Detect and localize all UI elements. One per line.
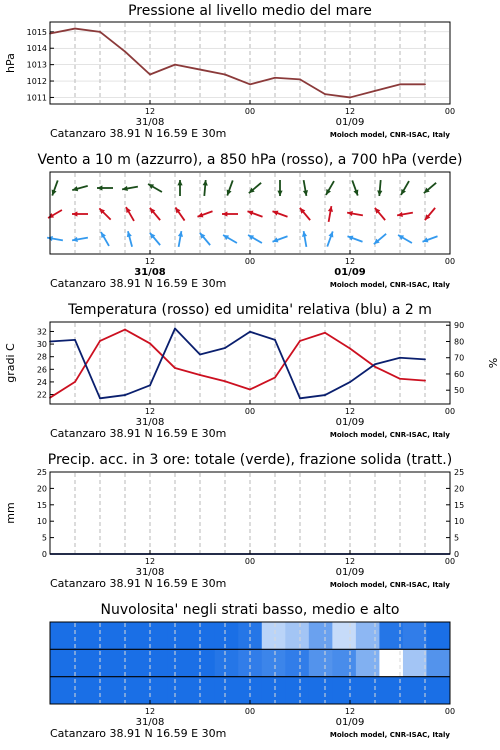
pressure-x-tick-label: 00 — [244, 107, 256, 116]
cloud-cell-basso — [97, 677, 121, 704]
wind-arrow — [377, 180, 382, 196]
cloud-cell-medio — [215, 649, 239, 676]
humidity-point — [424, 358, 426, 360]
wind-arrow — [122, 186, 138, 191]
clouds-x-tick-label: 00 — [244, 707, 256, 716]
cloud-cell-medio — [426, 649, 450, 676]
cloud-cell-basso — [121, 677, 145, 704]
wind-date-label: 31/08 — [134, 267, 166, 278]
wind-arrow — [277, 180, 282, 196]
pressure-point — [349, 97, 351, 99]
precip-credit-label: Moloch model, CNR-ISAC, Italy — [329, 581, 450, 589]
wind-arrow — [327, 231, 333, 246]
wind-arrow — [397, 212, 413, 217]
precip-y2-tick-label: 0 — [454, 550, 460, 559]
temperature-point — [99, 340, 101, 342]
cloud-cell-medio — [121, 649, 145, 676]
wind-arrow — [326, 181, 334, 195]
wind-arrow — [302, 231, 307, 247]
humidity-ylabel: % — [486, 357, 499, 369]
pressure-point — [99, 31, 101, 33]
precip-y2-tick-label: 15 — [454, 500, 465, 510]
humidity-point — [349, 381, 351, 383]
wind-arrow — [249, 183, 261, 193]
humidity-point — [274, 339, 276, 341]
wind-arrow-head — [353, 190, 358, 196]
precip-x-tick-label: 12 — [144, 557, 156, 566]
cloud-cell-alto — [50, 622, 74, 649]
pressure-y-tick-label: 1012 — [26, 77, 47, 87]
cloud-cell-basso — [262, 677, 286, 704]
temperature-point — [349, 348, 351, 350]
precip-location-label: Catanzaro 38.91 N 16.59 E 30m — [50, 577, 227, 590]
cloud-cell-medio — [50, 649, 74, 676]
temp-y-tick-label: 26 — [36, 365, 47, 375]
temperature-point — [299, 340, 301, 342]
cloud-cell-basso — [168, 677, 192, 704]
wind-x-tick-label: 00 — [244, 257, 256, 266]
cloud-cell-alto — [426, 622, 450, 649]
temp-credit-label: Moloch model, CNR-ISAC, Italy — [329, 431, 450, 439]
wind-arrow — [352, 180, 358, 195]
precip-x-tick-label: 12 — [344, 557, 356, 566]
cloud-cell-alto — [356, 622, 380, 649]
temperature-point — [399, 378, 401, 380]
wind-arrow-head — [328, 231, 333, 237]
pressure-series-line — [50, 29, 425, 98]
cloud-cell-alto — [97, 622, 121, 649]
pressure-point — [124, 51, 126, 53]
temperature-point — [224, 380, 226, 382]
humidity-point — [74, 339, 76, 341]
wind-arrow-head — [227, 190, 232, 196]
precip-title: Precip. acc. in 3 ore: totale (verde), frazione solida (tratt.) — [47, 452, 453, 468]
wind-credit-label: Moloch model, CNR-ISAC, Italy — [329, 281, 450, 289]
temp-y2-tick-label: 80 — [454, 337, 465, 347]
precip-ylabel: mm — [4, 502, 17, 524]
pressure-title: Pressione al livello medio del mare — [128, 3, 372, 19]
pressure-point — [249, 83, 251, 85]
cloud-cell-alto — [215, 622, 239, 649]
cloud-cell-basso — [74, 677, 98, 704]
wind-arrow — [72, 211, 88, 216]
cloud-cell-basso — [426, 677, 450, 704]
cloud-cell-basso — [309, 677, 333, 704]
wind-arrow — [203, 180, 208, 196]
pressure-ylabel: hPa — [4, 53, 17, 73]
wind-arrow — [303, 180, 308, 196]
humidity-point — [149, 384, 151, 386]
temp-y2-tick-label: 70 — [454, 353, 465, 363]
cloud-cell-basso — [191, 677, 215, 704]
temp-location-label: Catanzaro 38.91 N 16.59 E 30m — [50, 427, 227, 440]
cloud-cell-medio — [356, 649, 380, 676]
cloud-cell-alto — [309, 622, 333, 649]
wind-arrow — [178, 231, 183, 247]
pressure-y-tick-label: 1015 — [26, 27, 47, 37]
cloud-cell-medio — [309, 649, 333, 676]
temp-y-tick-label: 22 — [36, 390, 47, 400]
precip-y2-tick-label: 5 — [454, 533, 460, 543]
cloud-cell-alto — [262, 622, 286, 649]
wind-arrow — [72, 186, 87, 191]
precip-date-label: 01/09 — [335, 567, 365, 578]
cloud-cell-alto — [144, 622, 168, 649]
wind-date-label: 01/09 — [334, 267, 366, 278]
cloud-cell-medio — [168, 649, 192, 676]
temp-y-tick-label: 32 — [36, 327, 47, 337]
humidity-point — [374, 363, 376, 365]
wind-arrow-head — [377, 190, 382, 196]
pressure-date-label: 31/08 — [135, 117, 165, 128]
wind-location-label: Catanzaro 38.91 N 16.59 E 30m — [50, 277, 227, 290]
precip-y-tick-label: 20 — [36, 484, 47, 494]
cloud-cell-medio — [97, 649, 121, 676]
pressure-y-tick-label: 1014 — [26, 44, 47, 54]
wind-arrow — [177, 180, 182, 196]
clouds-credit-label: Moloch model, CNR-ISAC, Italy — [329, 731, 450, 739]
precip-y-tick-label: 5 — [41, 533, 47, 543]
pressure-point — [374, 90, 376, 92]
wind-arrow — [97, 185, 113, 190]
pressure-credit-label: Moloch model, CNR-ISAC, Italy — [329, 131, 450, 139]
humidity-point — [199, 354, 201, 356]
pressure-point — [149, 74, 151, 76]
cloud-cell-medio — [262, 649, 286, 676]
cloud-cell-medio — [191, 649, 215, 676]
humidity-point — [224, 347, 226, 349]
temperature-point — [249, 389, 251, 391]
wind-arrow — [425, 208, 435, 220]
wind-arrow — [126, 207, 134, 221]
humidity-point — [174, 328, 176, 330]
pressure-point — [174, 64, 176, 66]
cloud-cell-alto — [168, 622, 192, 649]
wind-arrow-head — [52, 190, 57, 196]
wind-arrow — [227, 180, 233, 195]
pressure-point — [424, 83, 426, 85]
wind-arrow-head — [177, 180, 182, 185]
wind-arrow — [72, 237, 88, 242]
precip-y-tick-label: 10 — [36, 517, 47, 527]
humidity-point — [99, 397, 101, 399]
cloud-cell-basso — [332, 677, 356, 704]
temperature-point — [424, 380, 426, 382]
precip-x-tick-label: 00 — [244, 557, 256, 566]
temp-y-tick-label: 28 — [36, 352, 47, 362]
wind-arrow — [150, 208, 160, 220]
humidity-point — [249, 331, 251, 333]
wind-x-tick-label: 00 — [444, 257, 456, 266]
wind-arrow — [127, 231, 132, 246]
wind-arrow — [424, 183, 436, 193]
humidity-point — [299, 397, 301, 399]
pressure-x-tick-label: 00 — [444, 107, 456, 116]
wind-arrow — [401, 181, 409, 195]
temp-y2-tick-label: 50 — [454, 386, 465, 396]
clouds-location-label: Catanzaro 38.91 N 16.59 E 30m — [50, 727, 227, 740]
wind-arrow — [99, 208, 110, 219]
wind-arrow — [328, 206, 333, 222]
wind-x-tick-label: 12 — [344, 257, 356, 266]
cloud-cell-alto — [332, 622, 356, 649]
temp-date-label: 01/09 — [335, 417, 365, 428]
precip-y-tick-label: 25 — [36, 468, 47, 477]
temp-x-tick-label: 00 — [444, 407, 456, 416]
temp-y-tick-label: 24 — [36, 377, 47, 387]
pressure-point — [74, 28, 76, 30]
wind-arrow — [150, 233, 160, 245]
humidity-point — [399, 357, 401, 359]
temp-date-label: 31/08 — [135, 417, 165, 428]
temperature-point — [74, 381, 76, 383]
precip-y2-tick-label: 10 — [454, 517, 465, 527]
temperature-point — [199, 374, 201, 376]
precip-y-tick-label: 15 — [36, 500, 47, 510]
cloud-cell-basso — [285, 677, 309, 704]
wind-arrow — [374, 234, 386, 244]
precip-y-tick-label: 0 — [41, 550, 47, 559]
wind-arrow — [47, 236, 63, 241]
wind-arrow — [375, 208, 385, 220]
humidity-point — [324, 394, 326, 396]
pressure-point — [324, 93, 326, 95]
temp-x-tick-label: 12 — [144, 407, 156, 416]
precip-x-tick-label: 00 — [444, 557, 456, 566]
cloud-cell-medio — [332, 649, 356, 676]
pressure-point — [299, 79, 301, 81]
wind-arrow — [197, 211, 212, 217]
cloud-cell-medio — [144, 649, 168, 676]
temp-y2-tick-label: 90 — [454, 321, 465, 331]
temperature-point — [174, 367, 176, 369]
temp-title: Temperatura (rosso) ed umidita' relativa (blu) a 2 m — [68, 302, 432, 318]
temp-x-tick-label: 00 — [244, 407, 256, 416]
wind-arrow-head — [197, 212, 203, 217]
cloud-cell-basso — [215, 677, 239, 704]
wind-arrow — [101, 232, 109, 246]
temp-ylabel: gradi C — [4, 343, 17, 383]
cloud-cell-alto — [74, 622, 98, 649]
cloud-cell-alto — [285, 622, 309, 649]
wind-arrow-head — [247, 211, 253, 216]
pressure-point — [199, 69, 201, 71]
clouds-x-tick-label: 00 — [444, 707, 456, 716]
clouds-title: Nuvolosita' negli strati basso, medio e alto — [100, 602, 400, 618]
pressure-point — [224, 74, 226, 76]
cloud-cell-alto — [403, 622, 427, 649]
cloud-cell-alto — [191, 622, 215, 649]
pressure-point — [399, 83, 401, 85]
cloud-cell-medio — [285, 649, 309, 676]
pressure-date-label: 01/09 — [335, 117, 365, 128]
pressure-location-label: Catanzaro 38.91 N 16.59 E 30m — [50, 127, 227, 140]
pressure-y-tick-label: 1013 — [26, 60, 47, 70]
wind-arrow — [300, 208, 310, 220]
cloud-cell-basso — [356, 677, 380, 704]
cloud-cell-basso — [403, 677, 427, 704]
wind-arrow — [347, 211, 363, 216]
wind-title: Vento a 10 m (azzurro), a 850 hPa (rosso), a 700 hPa (verde) — [37, 152, 463, 168]
temp-y2-tick-label: 60 — [454, 369, 465, 379]
cloud-cell-medio — [403, 649, 427, 676]
temperature-point — [324, 332, 326, 334]
wind-arrow-head — [203, 180, 208, 186]
clouds-date-label: 31/08 — [135, 717, 165, 728]
wind-arrow — [200, 233, 210, 245]
clouds-x-tick-label: 12 — [344, 707, 356, 716]
wind-arrow — [222, 211, 238, 216]
temp-frame — [50, 322, 450, 404]
wind-arrow-head — [272, 211, 278, 216]
precip-y2-tick-label: 25 — [454, 468, 465, 477]
temperature-point — [149, 343, 151, 345]
temp-x-tick-label: 12 — [344, 407, 356, 416]
clouds-x-tick-label: 12 — [144, 707, 156, 716]
wind-x-tick-label: 12 — [144, 257, 156, 266]
cloud-cell-basso — [144, 677, 168, 704]
temp-y-tick-label: 30 — [36, 340, 47, 350]
humidity-point — [124, 394, 126, 396]
pressure-x-tick-label: 12 — [144, 107, 156, 116]
precip-frame — [50, 472, 450, 554]
precip-y2-tick-label: 20 — [454, 484, 465, 494]
pressure-x-tick-label: 12 — [344, 107, 356, 116]
wind-arrow-head — [277, 191, 282, 196]
precip-date-label: 31/08 — [135, 567, 165, 578]
wind-arrow — [52, 180, 58, 195]
pressure-point — [274, 77, 276, 79]
pressure-frame — [50, 22, 450, 104]
pressure-y-tick-label: 1011 — [26, 93, 47, 103]
cloud-cell-alto — [121, 622, 145, 649]
cloud-cell-basso — [50, 677, 74, 704]
cloud-cell-medio — [74, 649, 98, 676]
temperature-point — [124, 329, 126, 331]
clouds-date-label: 01/09 — [335, 717, 365, 728]
temperature-point — [374, 366, 376, 368]
wind-arrow — [175, 207, 184, 220]
temperature-point — [274, 377, 276, 379]
